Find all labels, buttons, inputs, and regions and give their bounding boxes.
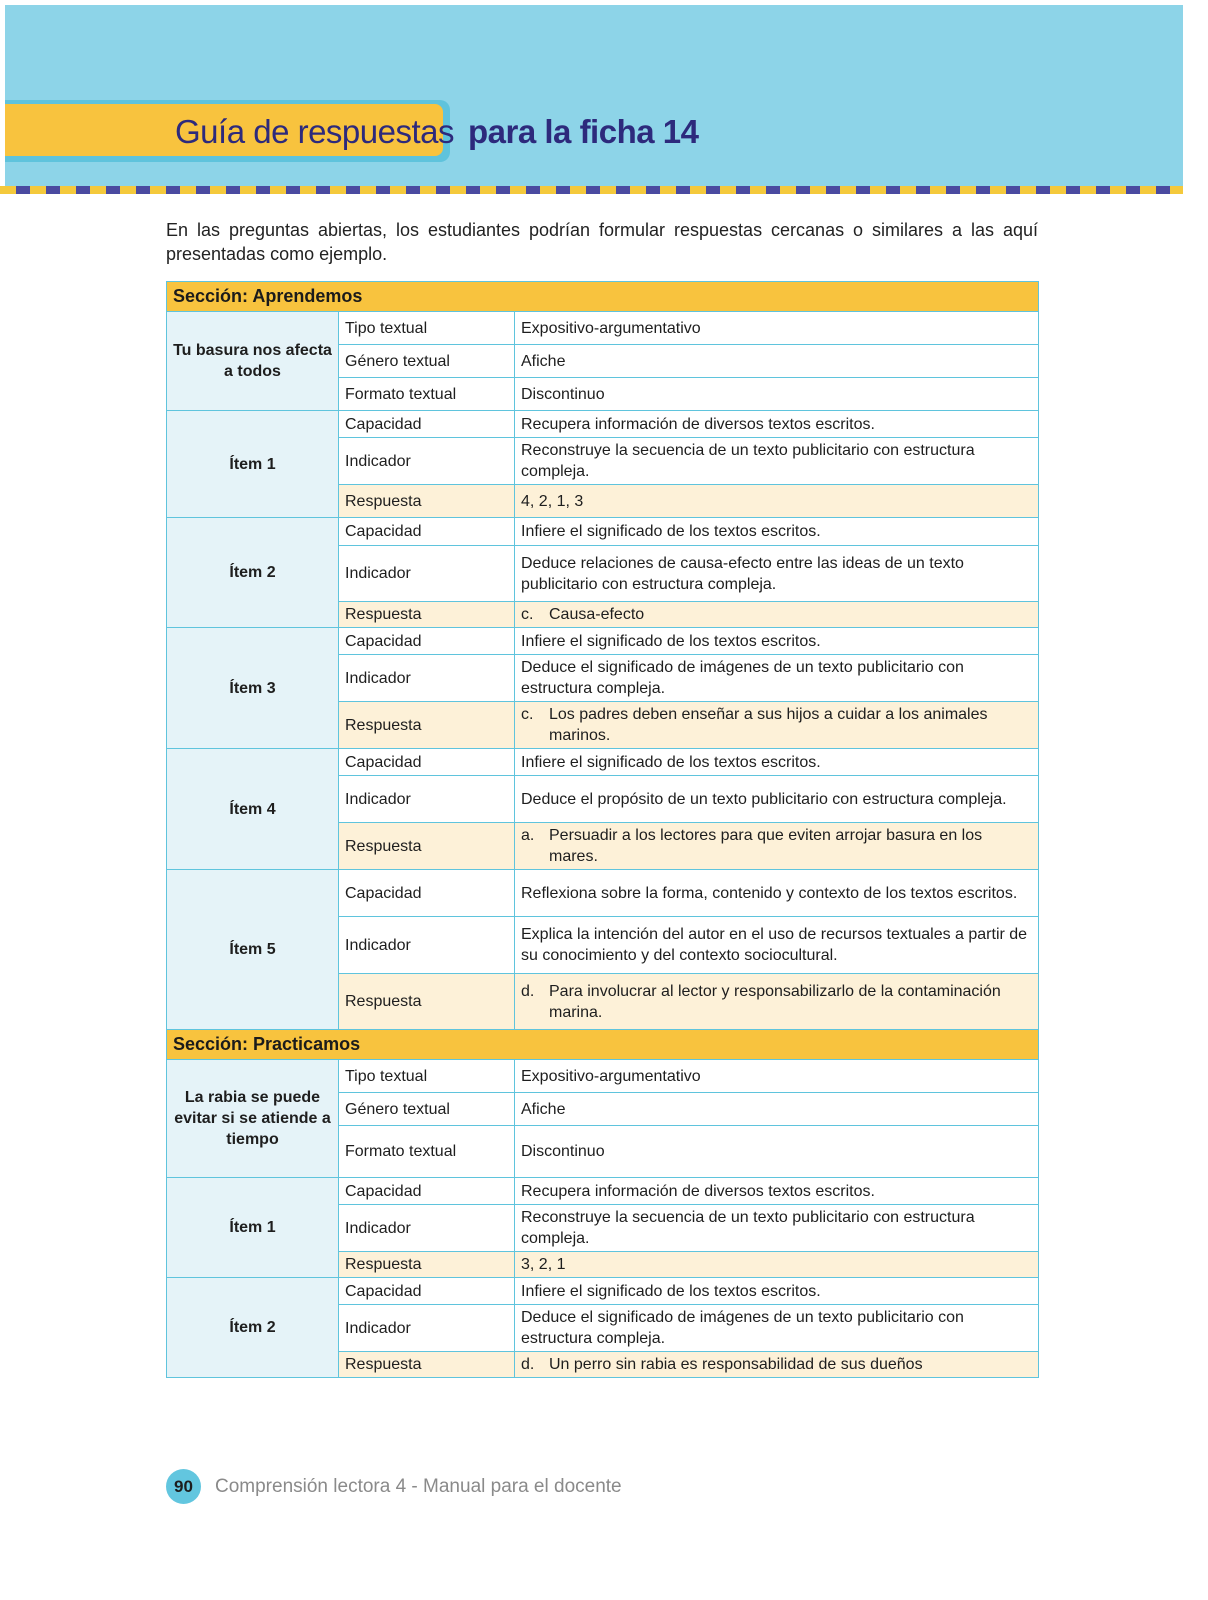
- row-label: Tipo textual: [339, 1060, 515, 1093]
- row-label: Respuesta: [339, 602, 515, 628]
- row-label: Indicador: [339, 917, 515, 974]
- table-row: [167, 411, 1039, 438]
- row-label: Capacidad: [339, 1178, 515, 1205]
- section-header-practicamos: [167, 1030, 1039, 1060]
- section-title: Sección: Practicamos: [167, 1030, 1039, 1060]
- row-value: Discontinuo: [515, 1126, 1039, 1178]
- item-label: Ítem 2: [167, 518, 339, 628]
- row-label: Respuesta: [339, 485, 515, 518]
- item-label: Ítem 5: [167, 870, 339, 1030]
- dashed-divider: [0, 186, 1183, 194]
- row-label: Indicador: [339, 1205, 515, 1252]
- section-header-aprendemos: [167, 282, 1039, 312]
- answer-value: [515, 974, 1039, 1030]
- row-value: Deduce relaciones de causa-efecto entre las ideas de un texto publicitario con estructura compleja.: [515, 546, 1039, 602]
- row-label: Respuesta: [339, 823, 515, 870]
- answer-value: [515, 1352, 1039, 1378]
- item-label: Ítem 1: [167, 1178, 339, 1278]
- row-label: Género textual: [339, 345, 515, 378]
- row-label: Capacidad: [339, 518, 515, 546]
- row-label: Capacidad: [339, 628, 515, 655]
- answer-letter: c.: [521, 606, 534, 623]
- row-label: Tipo textual: [339, 312, 515, 345]
- table-row: [167, 1178, 1039, 1205]
- table-row: [167, 1060, 1039, 1093]
- answer-text: Causa-efecto: [549, 606, 645, 623]
- row-value: Expositivo-argumentativo: [515, 1060, 1039, 1093]
- row-label: Indicador: [339, 655, 515, 702]
- row-value: Reconstruye la secuencia de un texto publicitario con estructura compleja.: [515, 1205, 1039, 1252]
- row-label: Capacidad: [339, 411, 515, 438]
- answer-value: [515, 602, 1039, 628]
- row-label: Formato textual: [339, 1126, 515, 1178]
- answer-letter: a.: [521, 827, 535, 844]
- row-value: Infiere el significado de los textos escritos.: [515, 749, 1039, 776]
- section-title: Sección: Aprendemos: [167, 282, 1039, 312]
- row-label: Capacidad: [339, 1278, 515, 1305]
- table-row: [167, 312, 1039, 345]
- table-row: [167, 870, 1039, 917]
- answer-text: Persuadir a los lectores para que eviten arrojar basura en los mares.: [549, 827, 983, 865]
- row-value: Infiere el significado de los textos escritos.: [515, 1278, 1039, 1305]
- page-number: 90: [166, 1469, 201, 1504]
- table-row: [167, 1278, 1039, 1305]
- answer-letter: c.: [521, 706, 534, 723]
- answer-value: 4, 2, 1, 3: [515, 485, 1039, 518]
- item-label: Ítem 2: [167, 1278, 339, 1378]
- table-row: [167, 518, 1039, 546]
- item-label: Ítem 1: [167, 411, 339, 518]
- row-label: Respuesta: [339, 1252, 515, 1278]
- answer-text: Los padres deben enseñar a sus hijos a cuidar a los animales marinos.: [549, 706, 988, 744]
- answer-value: 3, 2, 1: [515, 1252, 1039, 1278]
- row-value: Reconstruye la secuencia de un texto publicitario con estructura compleja.: [515, 438, 1039, 485]
- answer-text: Para involucrar al lector y responsabilizarlo de la contaminación marina.: [549, 982, 1001, 1021]
- table-row: [167, 749, 1039, 776]
- table-row: [167, 628, 1039, 655]
- intro-paragraph: En las preguntas abiertas, los estudiantes podrían formular respuestas cercanas o similares a las aquí presentadas como ejemplo.: [166, 220, 1038, 264]
- answers-table: [166, 281, 1039, 1378]
- row-value: Afiche: [515, 345, 1039, 378]
- row-label: Indicador: [339, 438, 515, 485]
- row-value: Discontinuo: [515, 378, 1039, 411]
- row-label: Formato textual: [339, 378, 515, 411]
- footer-text: Comprensión lectora 4 - Manual para el docente: [215, 1475, 622, 1497]
- row-value: Explica la intención del autor en el uso de recursos textuales a partir de su conocimiento y del contexto sociocultural.: [515, 917, 1039, 974]
- row-label: Respuesta: [339, 1352, 515, 1378]
- page-title-part2: para la ficha 14: [468, 113, 699, 150]
- answer-letter: d.: [521, 1356, 535, 1373]
- row-value: Recupera información de diversos textos escritos.: [515, 411, 1039, 438]
- page-footer: [166, 1469, 622, 1504]
- row-value: Deduce el propósito de un texto publicitario con estructura compleja.: [515, 776, 1039, 823]
- row-label: Capacidad: [339, 749, 515, 776]
- item-label: Ítem 4: [167, 749, 339, 870]
- row-value: Deduce el significado de imágenes de un texto publicitario con estructura compleja.: [515, 655, 1039, 702]
- row-value: Reflexiona sobre la forma, contenido y contexto de los textos escritos.: [515, 870, 1039, 917]
- row-label: Indicador: [339, 546, 515, 602]
- row-label: Respuesta: [339, 974, 515, 1030]
- row-value: Infiere el significado de los textos escritos.: [515, 518, 1039, 546]
- row-label: Indicador: [339, 1305, 515, 1352]
- row-label: Respuesta: [339, 702, 515, 749]
- row-value: Infiere el significado de los textos escritos.: [515, 628, 1039, 655]
- text-name: La rabia se puede evitar si se atiende a tiempo: [167, 1060, 339, 1178]
- row-label: Capacidad: [339, 870, 515, 917]
- answer-value: [515, 702, 1039, 749]
- row-value: Afiche: [515, 1093, 1039, 1126]
- item-label: Ítem 3: [167, 628, 339, 749]
- row-label: Indicador: [339, 776, 515, 823]
- row-value: Expositivo-argumentativo: [515, 312, 1039, 345]
- row-label: Género textual: [339, 1093, 515, 1126]
- text-name: Tu basura nos afecta a todos: [167, 312, 339, 411]
- answer-text: Un perro sin rabia es responsabilidad de sus dueños: [549, 1356, 923, 1373]
- row-value: Recupera información de diversos textos escritos.: [515, 1178, 1039, 1205]
- answer-letter: d.: [521, 982, 535, 1000]
- row-value: Deduce el significado de imágenes de un texto publicitario con estructura compleja.: [515, 1305, 1039, 1352]
- page-title-part1: Guía de respuestas: [175, 113, 455, 150]
- answer-value: [515, 823, 1039, 870]
